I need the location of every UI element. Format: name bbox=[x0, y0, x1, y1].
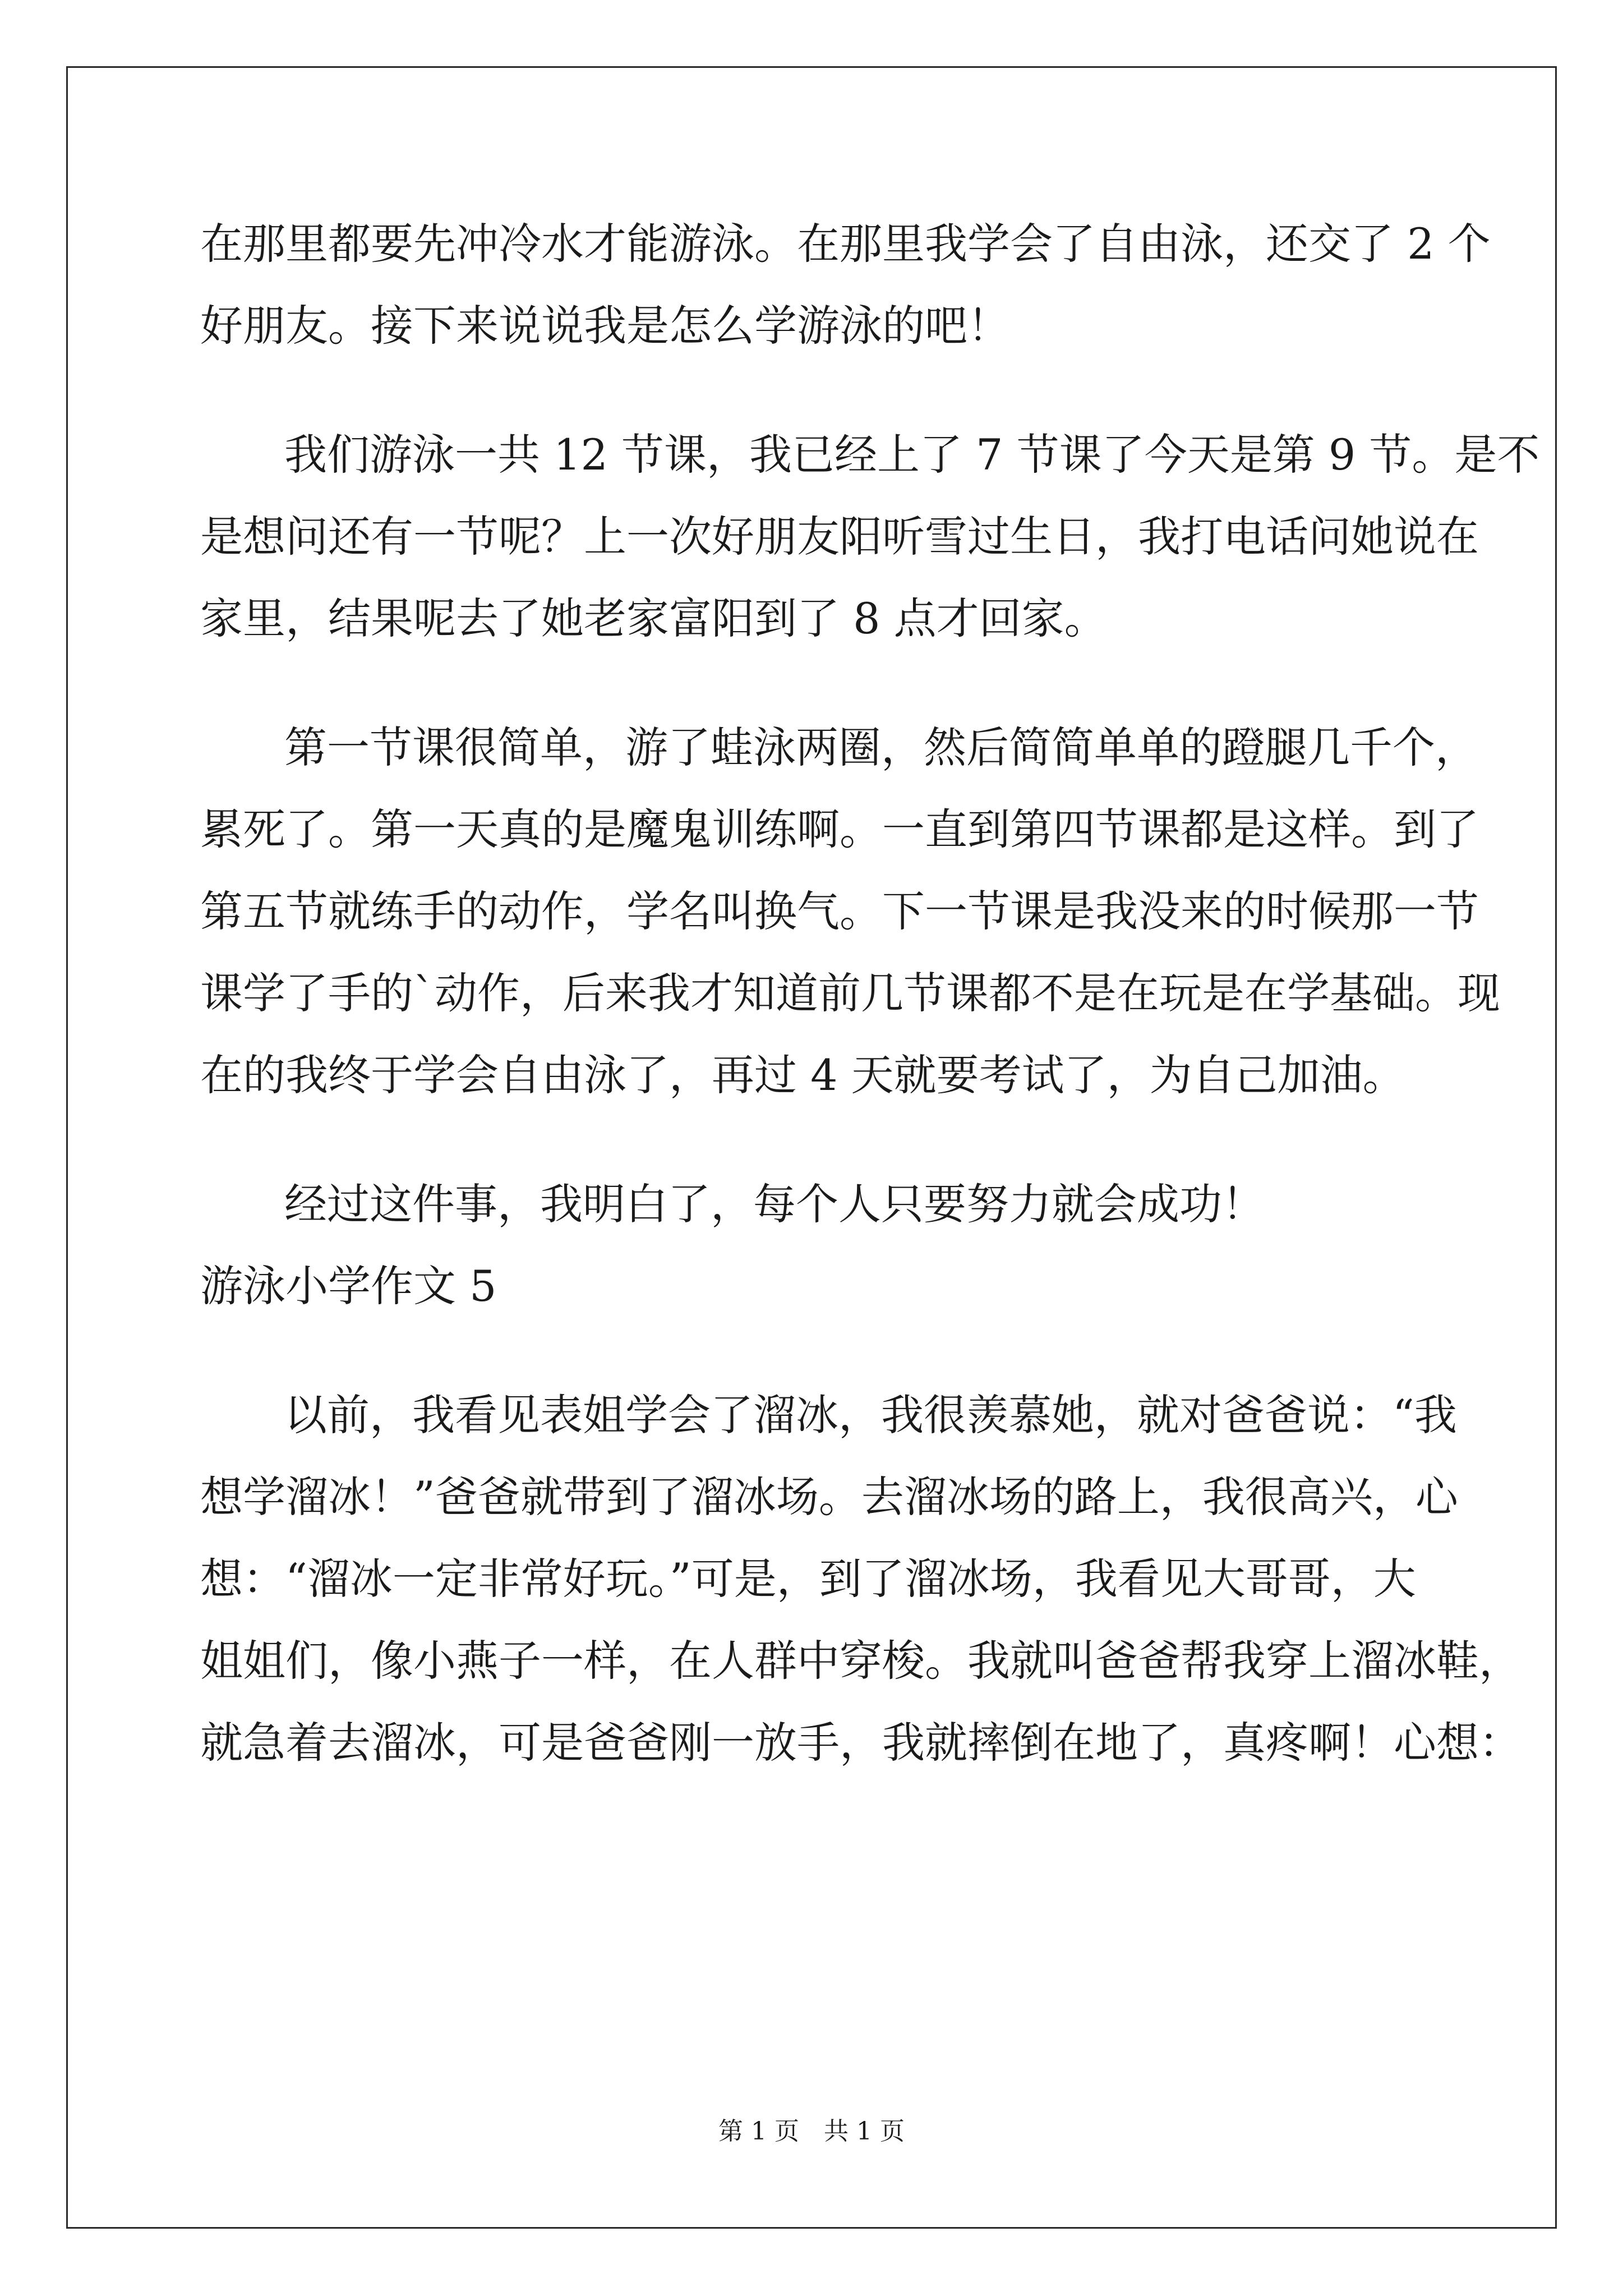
text-line: 想：“溜冰一定非常好玩。”可是，到了溜冰场，我看见大哥哥，大 bbox=[200, 1554, 1416, 1604]
section-heading: 游泳小学作文 5 bbox=[200, 1261, 497, 1311]
paragraph-first-line: 第一节课很简单，游了蛙泳两圈，然后简简单单的蹬腿几千个， bbox=[284, 723, 1478, 772]
page-footer: 第 1 页 共 1 页 bbox=[718, 2117, 905, 2146]
text-line: 就急着去溜冰，可是爸爸刚一放手，我就摔倒在地了，真疼啊！心想： bbox=[200, 1718, 1521, 1768]
page-border bbox=[66, 66, 1557, 2229]
text-line: 课学了手的`动作，后来我才知道前几节课都不是在玩是在学基础。现 bbox=[200, 968, 1500, 1018]
text-line: 家里，结果呢去了她老家富阳到了 8 点才回家。 bbox=[200, 593, 1107, 643]
text-line: 想学溜冰！”爸爸就带到了溜冰场。去溜冰场的路上，我很高兴，心 bbox=[200, 1472, 1458, 1522]
paragraph-first-line: 我们游泳一共 12 节课，我已经上了 7 节课了今天是第 9 节。是不 bbox=[284, 430, 1540, 480]
text-line: 在的我终于学会自由泳了，再过 4 天就要考试了，为自己加油。 bbox=[200, 1050, 1405, 1100]
paragraph-first-line: 以前，我看见表姐学会了溜冰，我很羡慕她，就对爸爸说：“我 bbox=[284, 1390, 1457, 1440]
text-line: 第五节就练手的动作，学名叫换气。下一节课是我没来的时候那一节 bbox=[200, 886, 1479, 936]
text-line: 累死了。第一天真的是魔鬼训练啊。一直到第四节课都是这样。到了 bbox=[200, 804, 1479, 854]
text-line: 是想问还有一节呢？上一次好朋友阳听雪过生日，我打电话问她说在 bbox=[200, 512, 1479, 562]
text-line: 在那里都要先冲冷水才能游泳。在那里我学会了自由泳，还交了 2 个 bbox=[200, 219, 1491, 269]
text-line: 姐姐们，像小燕子一样，在人群中穿梭。我就叫爸爸帮我穿上溜冰鞋， bbox=[200, 1636, 1521, 1686]
paragraph-first-line: 经过这件事，我明白了，每个人只要努力就会成功！ bbox=[284, 1179, 1265, 1229]
text-line: 好朋友。接下来说说我是怎么学游泳的吧！ bbox=[200, 301, 1010, 351]
